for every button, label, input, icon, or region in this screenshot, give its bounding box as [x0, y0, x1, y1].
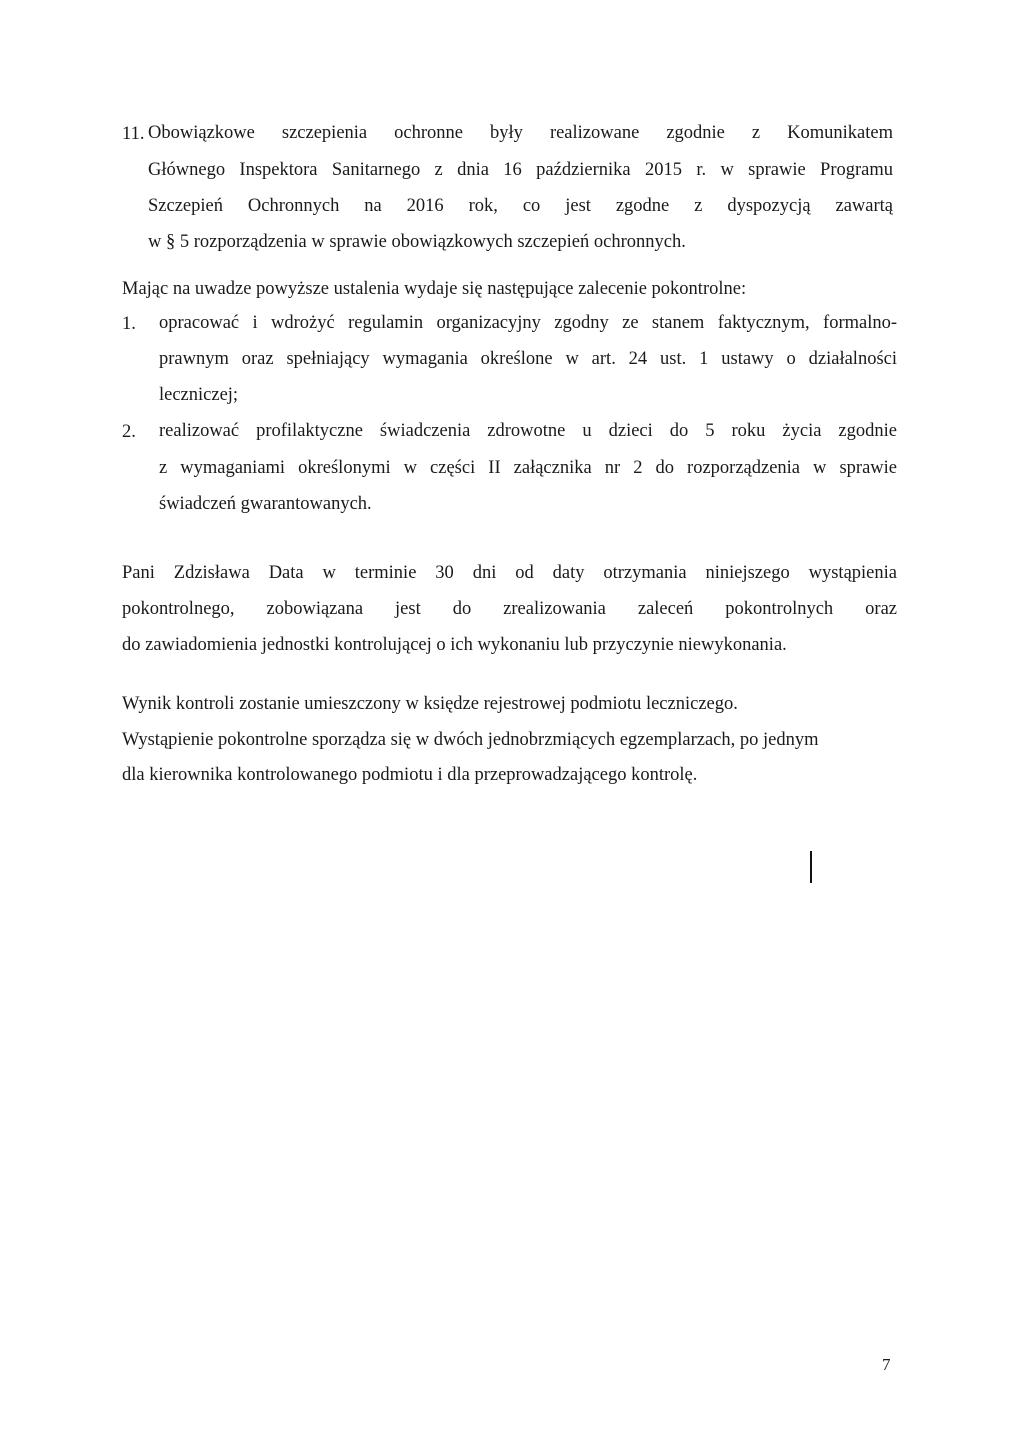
recommendation-2-line-2: z wymaganiami określonymi w części II załącznika nr 2 do rozporządzenia w sprawie: [159, 458, 897, 478]
obligation-line-2: pokontrolnego, zobowiązana jest do zrealizowania zaleceń pokontrolnych oraz: [122, 599, 897, 619]
recommendation-1-line-3: leczniczej;: [159, 385, 239, 405]
closing-line-3: dla kierownika kontrolowanego podmiotu i dla przeprowadzającego kontrolę.: [122, 765, 698, 785]
recommendation-1-line-1: opracować i wdrożyć regulamin organizacyjny zgodny ze stanem faktycznym, formalno-: [159, 313, 897, 333]
item-11-line-1: Obowiązkowe szczepienia ochronne były realizowane zgodnie z Komunikatem: [148, 123, 893, 143]
item-11-line-3: Szczepień Ochronnych na 2016 rok, co jest zgodne z dyspozycją zawartą: [148, 196, 893, 216]
recommendation-1-line-2: prawnym oraz spełniający wymagania określone w art. 24 ust. 1 ustawy o działalności: [159, 349, 897, 369]
item-11-number: 11.: [122, 124, 145, 144]
item-11-line-4: w § 5 rozporządzenia w sprawie obowiązkowych szczepień ochronnych.: [148, 232, 686, 252]
page-number: 7: [882, 1355, 891, 1374]
item-11-line-2: Głównego Inspektora Sanitarnego z dnia 16 października 2015 r. w sprawie Programu: [148, 160, 893, 180]
signature-mark: [810, 851, 812, 883]
recommendation-2-line-1: realizować profilaktyczne świadczenia zdrowotne u dzieci do 5 roku życia zgodnie: [159, 421, 897, 441]
obligation-line-3: do zawiadomienia jednostki kontrolującej o ich wykonaniu lub przyczynie niewykonania.: [122, 635, 787, 655]
recommendation-1-number: 1.: [122, 314, 136, 334]
obligation-line-1: Pani Zdzisława Data w terminie 30 dni od daty otrzymania niniejszego wystąpienia: [122, 563, 897, 583]
closing-line-2: Wystąpienie pokontrolne sporządza się w dwóch jednobrzmiących egzemplarzach, po jednym: [122, 730, 819, 750]
recommendation-2-line-3: świadczeń gwarantowanych.: [159, 494, 372, 514]
recommendation-intro: Mając na uwadze powyższe ustalenia wydaje się następujące zalecenie pokontrolne:: [122, 279, 747, 299]
closing-line-1: Wynik kontroli zostanie umieszczony w księdze rejestrowej podmiotu leczniczego.: [122, 694, 738, 714]
recommendation-2-number: 2.: [122, 422, 136, 442]
